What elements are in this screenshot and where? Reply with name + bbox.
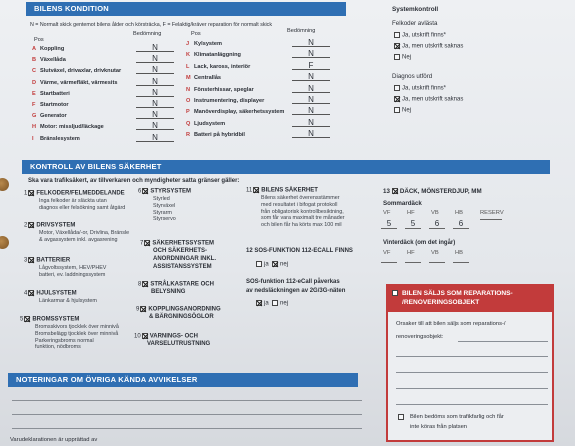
section-title-safety: KONTROLL AV BILENS SÄKERHET [22, 160, 550, 174]
summer-tire-value[interactable]: 5 [381, 219, 397, 229]
summer-tire-col-label: VB [431, 210, 439, 216]
cond-right-row [186, 109, 284, 115]
summer-tires-title: Sommardäck [383, 200, 422, 207]
col-bed-right: Bedömning [287, 28, 316, 34]
condition-code: E [32, 90, 36, 97]
repair-line-1[interactable] [458, 341, 548, 342]
safety-item-title: BATTERIER [36, 257, 71, 264]
system-option [394, 32, 446, 39]
tires-title-text: DÄCK, MÖNSTERDJUP, MM [399, 188, 482, 195]
winter-tire-col-label: HB [455, 250, 464, 256]
condition-value-field[interactable]: N [136, 110, 174, 119]
safety-item-checkbox[interactable] [28, 257, 34, 263]
safety-item-title-cont: VARSELUTRUSTNING [147, 341, 211, 347]
safety-item-header [24, 190, 125, 197]
notes-line-2 [12, 414, 362, 415]
tires-title [383, 188, 482, 195]
condition-label: Koppling [40, 46, 65, 52]
unsafe-text-2: inte köras från platsen [410, 424, 468, 430]
condition-code: O [186, 98, 191, 104]
safety-item-number: 10 [134, 333, 141, 340]
summer-tire-value[interactable]: 5 [405, 219, 421, 229]
cond-right-row [186, 52, 241, 58]
safety-item-checkbox[interactable] [142, 188, 148, 194]
safety-item-checkbox[interactable] [142, 281, 148, 287]
binder-hole [0, 178, 9, 191]
condition-label: Startbatteri [40, 90, 70, 97]
condition-value-field[interactable]: N [292, 106, 330, 115]
safety-item-number: 2 [24, 222, 28, 229]
safety-item-subtext: funktion, nödbroms [35, 344, 81, 351]
condition-value-field[interactable]: N [136, 54, 174, 63]
safety-intro: Ska vara trafiksäkert, av tillverkaren och myndigheter satta gränser gäller: [28, 178, 240, 184]
condition-label: Kylsystem [194, 41, 222, 47]
condition-label: Instrumentering, displayer [194, 98, 265, 104]
condition-label: Manöverdisplay, säkerhetssystem [194, 109, 285, 116]
safety-item-subtext: & avgassystem inkl. avgasrening [39, 236, 118, 243]
condition-value-field[interactable]: N [136, 43, 174, 52]
condition-label: Startmotor [40, 102, 69, 108]
safety-item-title: BROMSSYSTEM [32, 316, 80, 323]
section-title-notes: NOTERINGAR OM ÖVRIGA KÄNDA AVVIKELSER [8, 373, 358, 387]
condition-label: Ljudsystem [194, 120, 226, 127]
safety-item-checkbox[interactable] [28, 290, 34, 296]
condition-value-field[interactable]: N [292, 38, 330, 47]
col-pos-left: Pos [34, 37, 44, 43]
safety-item-title: KOPPLINGSANORDNING [148, 306, 221, 313]
condition-code: H [32, 124, 37, 131]
cond-left-row [32, 46, 64, 52]
tires-checkbox[interactable] [392, 188, 398, 194]
safety-item-title: FELKODER/FELMEDDELANDE [36, 190, 125, 197]
cond-right-row [186, 98, 264, 104]
notes-line-3 [12, 428, 362, 429]
cond-left-row [32, 113, 67, 119]
safety-item-header [138, 281, 214, 288]
systemkontroll-title: Systemkontroll [392, 6, 439, 13]
safety-item-title-cont: & BÄRGNINGSÖGLOR [149, 314, 214, 320]
system-option-checkbox[interactable] [394, 43, 400, 49]
system-option-label: Ja, utskrift finns* [402, 32, 447, 39]
tires-num: 13 [383, 188, 390, 195]
safety-item-subtext: Styrarm [153, 209, 172, 216]
safety-item-subtext: diagnos eller felsökning samt åtgärd [39, 204, 126, 211]
condition-code: B [32, 57, 37, 64]
repair-object-checkbox[interactable] [392, 290, 398, 296]
safety-item-subtext: batteri, ev. laddningssystem [39, 271, 106, 278]
condition-code: R [186, 132, 191, 139]
section-title-condition: BILENS KONDITION [26, 2, 346, 16]
sos-12-label: 12 SOS-FUNKTION 112-ECALL FINNS [246, 248, 353, 254]
safety-item-number: 9 [136, 306, 140, 313]
winter-tire-col-label: HF [407, 250, 415, 256]
condition-code: A [32, 46, 37, 52]
system-option-checkbox[interactable] [394, 85, 400, 91]
cond-left-row [32, 57, 66, 63]
safety-item-subtext: Motor, Växellåda/-or, Drivlina, Bränsle [39, 230, 130, 236]
system-option-checkbox[interactable] [394, 96, 400, 102]
sos-ecall-ja-checkbox[interactable] [256, 300, 262, 306]
safety-item-header [24, 222, 75, 229]
safety-item-subtext: Styrväxel [153, 202, 176, 209]
safety-item-subtext: Länkarmar & hjulsystem [39, 298, 97, 304]
felkoder-title: Felkoder avlästa [392, 20, 438, 27]
condition-label: Batteri på hybridbil [194, 132, 245, 139]
repair-line-2[interactable] [396, 356, 548, 357]
condition-code: L [186, 63, 190, 70]
summer-tire-value[interactable]: 6 [429, 219, 445, 229]
condition-code: M [186, 75, 191, 82]
safety-item-title-cont: OCH SÄKERHETS- [153, 248, 208, 254]
repair-reason-1: Orsaker till att bilen säljs som reparations-/ [396, 321, 506, 327]
condition-value-field[interactable]: N [292, 118, 330, 127]
condition-label: Generator [40, 113, 67, 120]
system-option [394, 43, 463, 50]
condition-value-field[interactable]: N [136, 65, 174, 74]
notes-footer: Varudeklarationen är upprättad av [10, 437, 98, 443]
sos-12-choices [256, 261, 288, 268]
summer-tire-value[interactable]: 6 [453, 219, 469, 229]
safety-item-title-cont: BELYSNING [151, 289, 186, 295]
safety-item-subtext: Parkeringsbroms normal [35, 337, 94, 344]
safety-item-number: 4 [24, 290, 28, 297]
sos-12-nej-label: nej [280, 261, 289, 268]
safety-item-number: 11 [246, 187, 253, 194]
safety-item-title: VARNINGS- OCH [149, 333, 198, 340]
safety-item-subtext: Styrled [153, 196, 170, 202]
sos-ecall-label-2: av nedsläckningen av 2G/3G-näten [246, 288, 346, 294]
condition-label: Värme, värmefläkt, värmesits [40, 79, 118, 86]
col-bed-left: Bedömning [133, 31, 162, 37]
binder-hole [0, 236, 9, 249]
summer-tire-col-label: HB [455, 210, 464, 216]
safety-item-header [20, 316, 79, 323]
condition-label: Slutväxel, drivaxlar, drivknutar [40, 68, 122, 75]
condition-value-field[interactable]: N [136, 99, 174, 108]
winter-tire-col-label: VF [383, 250, 391, 256]
sos-ecall-nej-label: nej [280, 300, 289, 307]
system-option-label: Ja, men utskrift saknas [402, 43, 464, 50]
repair-line-4[interactable] [396, 388, 548, 389]
repair-reason-2: renoveringsobjekt: [396, 334, 444, 340]
winter-tire-value[interactable] [381, 262, 397, 263]
sos-12-ja-checkbox[interactable] [256, 261, 262, 267]
condition-value-field[interactable]: N [292, 129, 330, 138]
system-option-checkbox[interactable] [394, 54, 400, 60]
cond-right-row [186, 121, 225, 127]
condition-label: Växellåda [40, 57, 66, 64]
cond-left-row [32, 91, 70, 97]
summer-tire-col-label: VF [383, 210, 391, 216]
winter-tire-value[interactable] [429, 262, 445, 263]
safety-item-checkbox[interactable] [253, 187, 259, 193]
repair-box-title-1: BILEN SÄLJS SOM REPARATIONS- [402, 290, 513, 297]
condition-code: D [32, 79, 37, 86]
safety-item-checkbox[interactable] [140, 306, 146, 312]
sos-ecall-nej-checkbox[interactable] [272, 300, 278, 306]
condition-code: N [186, 86, 191, 93]
safety-item-title: SÄKERHETSSYSTEM [152, 240, 215, 247]
system-option-label: Ja, utskrift finns* [402, 85, 447, 92]
system-option [394, 107, 411, 114]
condition-code: P [186, 109, 190, 116]
safety-item-subtext: Styrservo [153, 216, 176, 223]
system-option [394, 96, 463, 103]
unsafe-text-1: Bilen bedöms som trafikfarlig och får [410, 414, 504, 420]
safety-item-title-cont: ANORDNINGAR INKL. [153, 256, 216, 262]
cond-left-row [32, 102, 69, 108]
cond-right-row [186, 87, 254, 93]
cond-left-row [32, 136, 80, 142]
repair-box-header [388, 286, 552, 312]
cond-left-row [32, 124, 104, 130]
condition-label: Motor: missljud/läckage [40, 124, 104, 131]
sos-ecall-label-1: SOS-funktion 112-eCall påverkas [246, 279, 340, 285]
condition-label: Centrallås [194, 75, 222, 82]
system-option-checkbox[interactable] [394, 32, 400, 38]
sos-ecall-ja-label: ja [264, 300, 269, 307]
condition-value-field[interactable]: N [292, 95, 330, 104]
safety-item-header [24, 257, 70, 264]
diagnos-title: Diagnos utförd [392, 73, 433, 80]
winter-tires-title: Vinterdäck (om det ingår) [383, 240, 456, 246]
cond-right-row [186, 132, 245, 138]
system-option [394, 85, 446, 92]
system-option-label: Ja, men utskrift saknas [402, 96, 464, 103]
condition-label: Fönsterhissar, speglar [194, 86, 254, 93]
condition-code: J [186, 41, 190, 47]
repair-line-3[interactable] [396, 372, 548, 373]
safety-item-number: 1 [24, 190, 28, 197]
safety-item-title: STYRSYSTEM [150, 188, 192, 195]
winter-tire-value[interactable] [405, 262, 421, 263]
condition-value-field[interactable]: N [136, 88, 174, 97]
repair-line-5[interactable] [396, 404, 548, 405]
sos-ecall-choices [256, 300, 288, 307]
repair-object-box [386, 284, 554, 442]
safety-item-subtext: med resultatet i bifogat protokoll [261, 201, 338, 208]
condition-value-field[interactable]: N [136, 133, 174, 142]
safety-item-subtext: och bilen får ha körts max 100 mil [261, 222, 342, 229]
winter-tire-col-label: VB [431, 250, 439, 256]
cond-left-row [32, 80, 117, 86]
condition-code: I [32, 135, 34, 142]
condition-code: C [32, 68, 37, 75]
repair-box-title-2: /RENOVERINGSOBJEKT [402, 299, 480, 306]
safety-item-title: DRIVSYSTEM [36, 222, 76, 229]
sos-12-nej-checkbox[interactable] [272, 261, 278, 267]
safety-item-header [246, 187, 318, 194]
cond-right-row [186, 41, 222, 47]
safety-item-number: 5 [20, 316, 24, 323]
cond-left-row [32, 68, 121, 74]
safety-item-checkbox[interactable] [142, 333, 148, 339]
condition-code: G [32, 113, 37, 120]
condition-value-field[interactable]: N [292, 72, 330, 81]
condition-label: Klimatanläggning [194, 52, 241, 59]
cond-right-row [186, 75, 221, 81]
condition-value-field[interactable]: N [292, 49, 330, 58]
safety-item-checkbox[interactable] [28, 222, 34, 228]
safety-item-header [140, 240, 214, 247]
condition-value-field[interactable]: N [136, 121, 174, 130]
safety-item-subtext: Bilens säkerhet överensstämmer [261, 195, 340, 201]
winter-tire-value[interactable] [453, 262, 469, 263]
safety-item-number: 3 [24, 257, 28, 264]
safety-item-checkbox[interactable] [144, 240, 150, 246]
safety-item-header [134, 333, 198, 340]
safety-item-number: 6 [138, 188, 142, 195]
safety-item-title-cont: ASSISTANSSYSTEM [153, 264, 212, 270]
system-option [394, 54, 411, 61]
safety-item-number: 8 [138, 281, 142, 288]
safety-item-title: BILENS SÄKERHET [261, 187, 318, 194]
condition-value-field[interactable]: F [292, 61, 330, 70]
safety-item-subtext: Lågvoltssystem, HEV/PHEV [39, 265, 107, 271]
safety-item-title: STRÅLKASTARE OCH [150, 281, 214, 288]
condition-label: Lack, kaross, interiör [194, 63, 251, 70]
safety-item-subtext: Inga felkoder är släckta utan [39, 198, 107, 204]
safety-item-checkbox[interactable] [24, 316, 30, 322]
summer-tire-col-label: HF [407, 210, 415, 216]
condition-label: Bränslesystem [40, 135, 80, 142]
condition-code: F [32, 102, 36, 108]
safety-item-subtext: Bromsskivors tjocklek över minnivå [35, 324, 119, 330]
safety-item-number: 7 [140, 240, 144, 247]
system-option-checkbox[interactable] [394, 107, 400, 113]
condition-value-field[interactable]: N [136, 77, 174, 86]
condition-code: Q [186, 120, 191, 127]
cond-right-row [186, 64, 250, 70]
system-option-label: Nej [402, 107, 412, 114]
reserve-tire-value[interactable] [480, 219, 502, 220]
safety-item-subtext: som får vara maximalt tre månader [261, 215, 345, 222]
col-pos-right: Pos [191, 31, 201, 37]
condition-code: K [186, 52, 191, 59]
summer-tire-col-label: RESERV [480, 210, 504, 216]
system-option-label: Nej [402, 54, 412, 61]
notes-line-1 [12, 400, 362, 401]
safety-item-header [24, 290, 77, 297]
condition-value-field[interactable]: N [292, 84, 330, 93]
legend-text: N = Normalt skick gentemot bilens ålder och körsträcka, F = Felaktig/kräver reparation för normalt skick [30, 22, 272, 28]
safety-item-title: HJULSYSTEM [36, 290, 77, 297]
safety-item-header [138, 188, 191, 195]
safety-item-checkbox[interactable] [28, 190, 34, 196]
safety-item-header [136, 306, 221, 313]
safety-item-subtext: från obligatorisk kontrollbesiktning, [261, 208, 344, 215]
sos-12-ja-label: ja [264, 261, 269, 268]
unsafe-checkbox[interactable] [398, 414, 404, 420]
safety-item-subtext: Bromsbelägg tjocklek över minnivå [35, 330, 119, 337]
